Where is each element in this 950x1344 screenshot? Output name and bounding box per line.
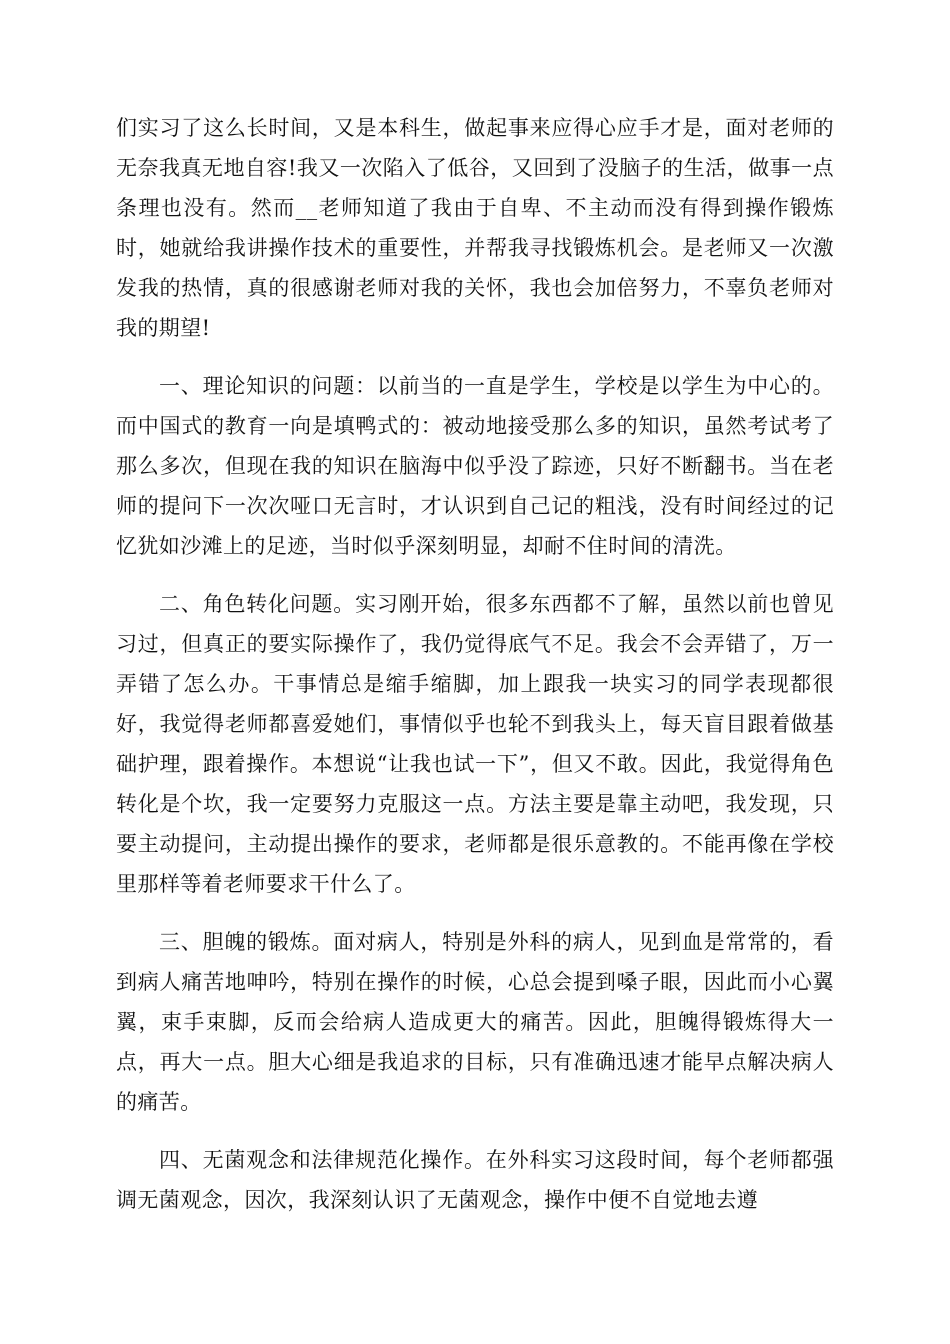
paragraph-courage-training: 三、胆魄的锻炼。面对病人，特别是外科的病人，见到血是常常的，看到病人痛苦地呻吟，特别在操作的时候，心总会提到嗓子眼，因此而小心翼翼，束手束脚，反而会给病人造成更大的痛苦。因此，胆魄得锻炼得大一点，再大一点。胆大心细是我追求的目标，只有准确迅速才能早点解决病人的痛苦。 — [116, 930, 834, 1114]
paragraph-continuation: 们实习了这么长时间，又是本科生，做起事来应得心应手才是，面对老师的无奈我真无地自容!我又一次陷入了低谷，又回到了没脑子的生活，做事一点条理也没有。然而__老师知道了我由于自卑、不主动而没有得到操作锻炼时，她就给我讲操作技术的重要性，并帮我寻找锻炼机会。是老师又一次激发我的热情，真的很感谢老师对我的关怀，我也会加倍努力，不辜负老师对我的期望! — [116, 116, 834, 340]
paragraph-aseptic-concept: 四、无菌观念和法律规范化操作。在外科实习这段时间，每个老师都强调无菌观念，因次，我深刻认识了无菌观念，操作中便不自觉地去遵 — [116, 1148, 834, 1212]
document-body — [116, 108, 834, 1238]
paragraph-role-transition: 二、角色转化问题。实习刚开始，很多东西都不了解，虽然以前也曾见习过，但真正的要实际操作了，我仍觉得底气不足。我会不会弄错了，万一弄错了怎么办。干事情总是缩手缩脚，加上跟我一块实习的同学表现都很好，我觉得老师都喜爱她们，事情似乎也轮不到我头上，每天盲目跟着做基础护理，跟着操作。本想说“让我也试一下”，但又不敢。因此，我觉得角色转化是个坎，我一定要努力克服这一点。方法主要是靠主动吧，我发现，只要主动提问，主动提出操作的要求，老师都是很乐意教的。不能再像在学校里那样等着老师要求干什么了。 — [116, 592, 834, 896]
paragraph-theory-knowledge: 一、理论知识的问题：以前当的一直是学生，学校是以学生为中心的。而中国式的教育一向是填鸭式的：被动地接受那么多的知识，虽然考试考了那么多次，但现在我的知识在脑海中似乎没了踪迹，只好不断翻书。当在老师的提问下一次次哑口无言时，才认识到自己记的粗浅，没有时间经过的记忆犹如沙滩上的足迹，当时似乎深刻明显，却耐不住时间的清洗。 — [116, 374, 834, 558]
